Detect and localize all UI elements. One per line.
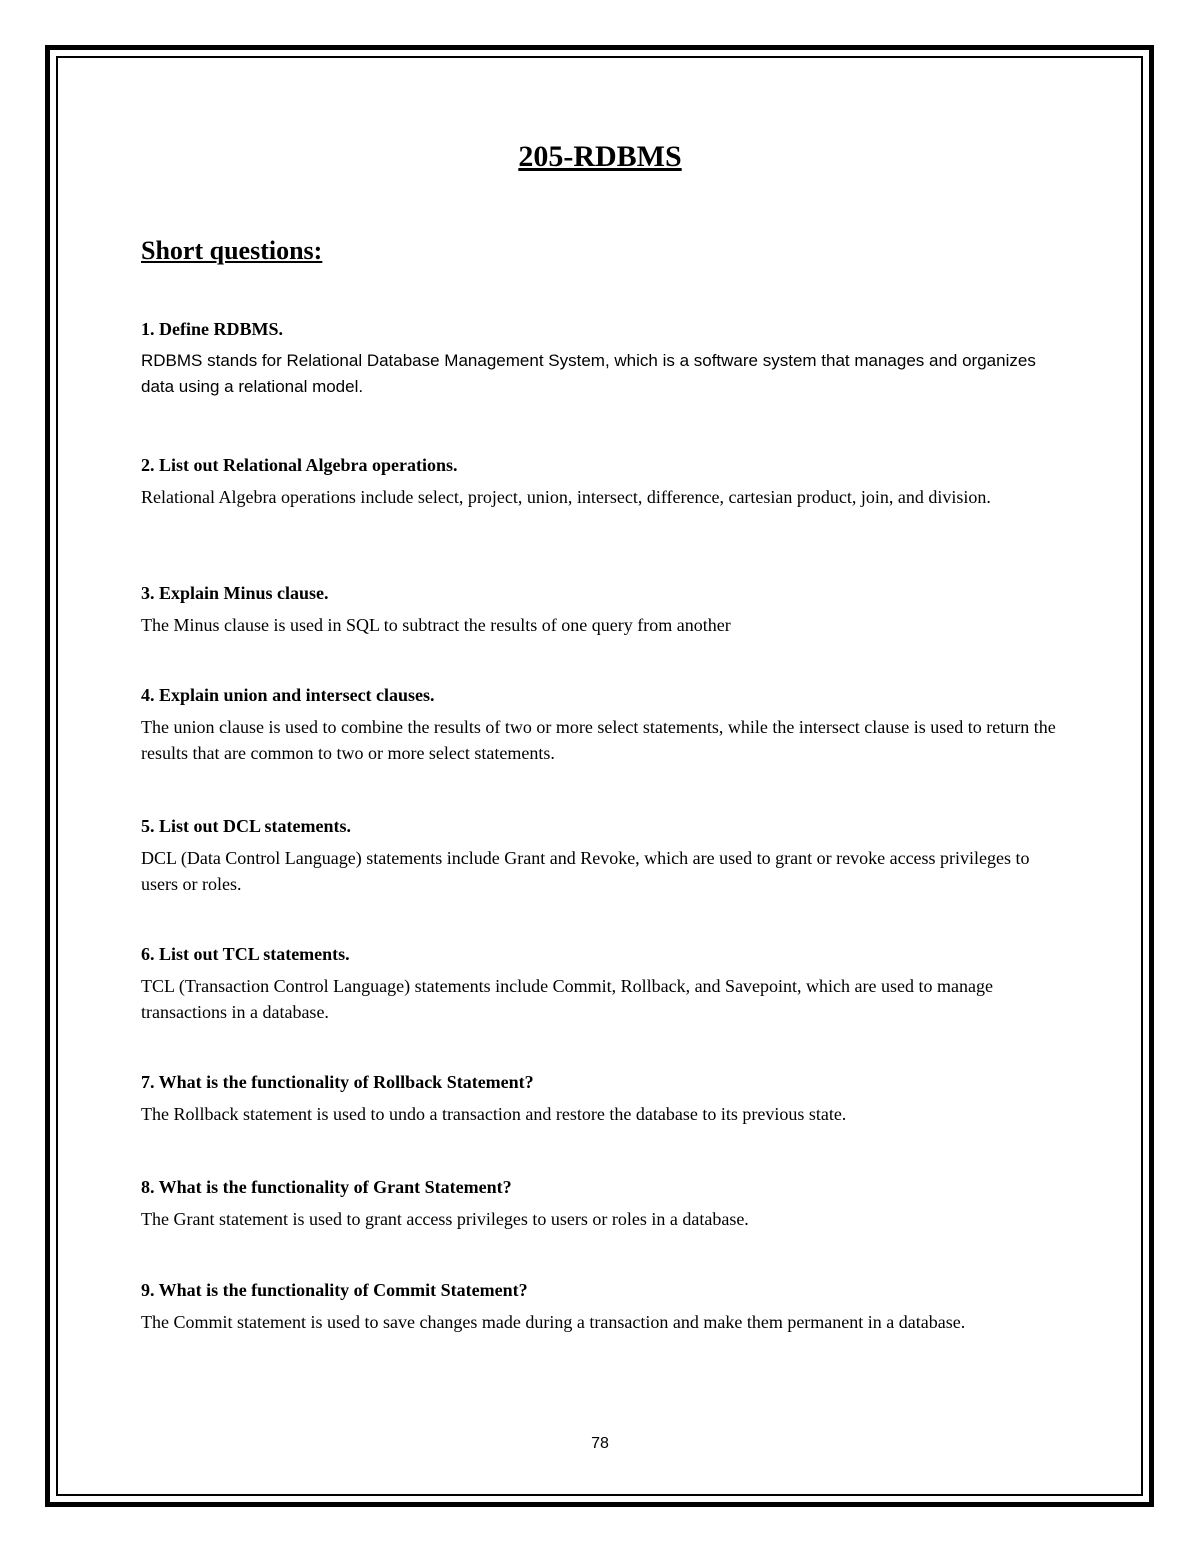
page-number: 78 [591, 1435, 609, 1452]
qa-item-9 [141, 1279, 1061, 1335]
qa-item-1 [141, 318, 1061, 400]
question: 7. What is the functionality of Rollback Statement? [141, 1072, 534, 1092]
question: 5. List out DCL statements. [141, 816, 351, 836]
question: 6. List out TCL statements. [141, 944, 350, 964]
qa-item-7 [141, 1071, 1061, 1127]
question: 2. List out Relational Algebra operations. [141, 455, 458, 475]
qa-item-4 [141, 684, 1061, 766]
answer: DCL (Data Control Language) statements include Grant and Revoke, which are used to grant or revoke access privileges to users or roles. [141, 848, 1030, 894]
answer: The Grant statement is used to grant access privileges to users or roles in a database. [141, 1209, 749, 1229]
question: 3. Explain Minus clause. [141, 583, 329, 603]
qa-item-3 [141, 582, 1061, 638]
section-heading: Short questions: [141, 236, 323, 265]
question: 9. What is the functionality of Commit Statement? [141, 1280, 528, 1300]
answer: TCL (Transaction Control Language) statements include Commit, Rollback, and Savepoint, which are used to manage transactions in a database. [141, 976, 993, 1022]
page-title: 205-RDBMS [518, 140, 682, 173]
qa-item-8 [141, 1176, 1061, 1232]
answer: The Minus clause is used in SQL to subtract the results of one query from another [141, 615, 731, 635]
qa-item-2 [141, 454, 1061, 510]
question: 8. What is the functionality of Grant Statement? [141, 1177, 512, 1197]
answer: The Rollback statement is used to undo a transaction and restore the database to its previous state. [141, 1104, 847, 1124]
answer: The union clause is used to combine the results of two or more select statements, while the intersect clause is used to return the results that are common to two or more select statements. [141, 717, 1056, 763]
answer: RDBMS stands for Relational Database Management System, which is a software system that manages and organizes data using a relational model. [141, 351, 1036, 396]
question: 4. Explain union and intersect clauses. [141, 685, 435, 705]
answer: The Commit statement is used to save changes made during a transaction and make them permanent in a database. [141, 1312, 966, 1332]
qa-item-5 [141, 815, 1061, 897]
question: 1. Define RDBMS. [141, 319, 283, 339]
qa-item-6 [141, 943, 1061, 1025]
answer: Relational Algebra operations include select, project, union, intersect, difference, cartesian product, join, and division. [141, 487, 991, 507]
